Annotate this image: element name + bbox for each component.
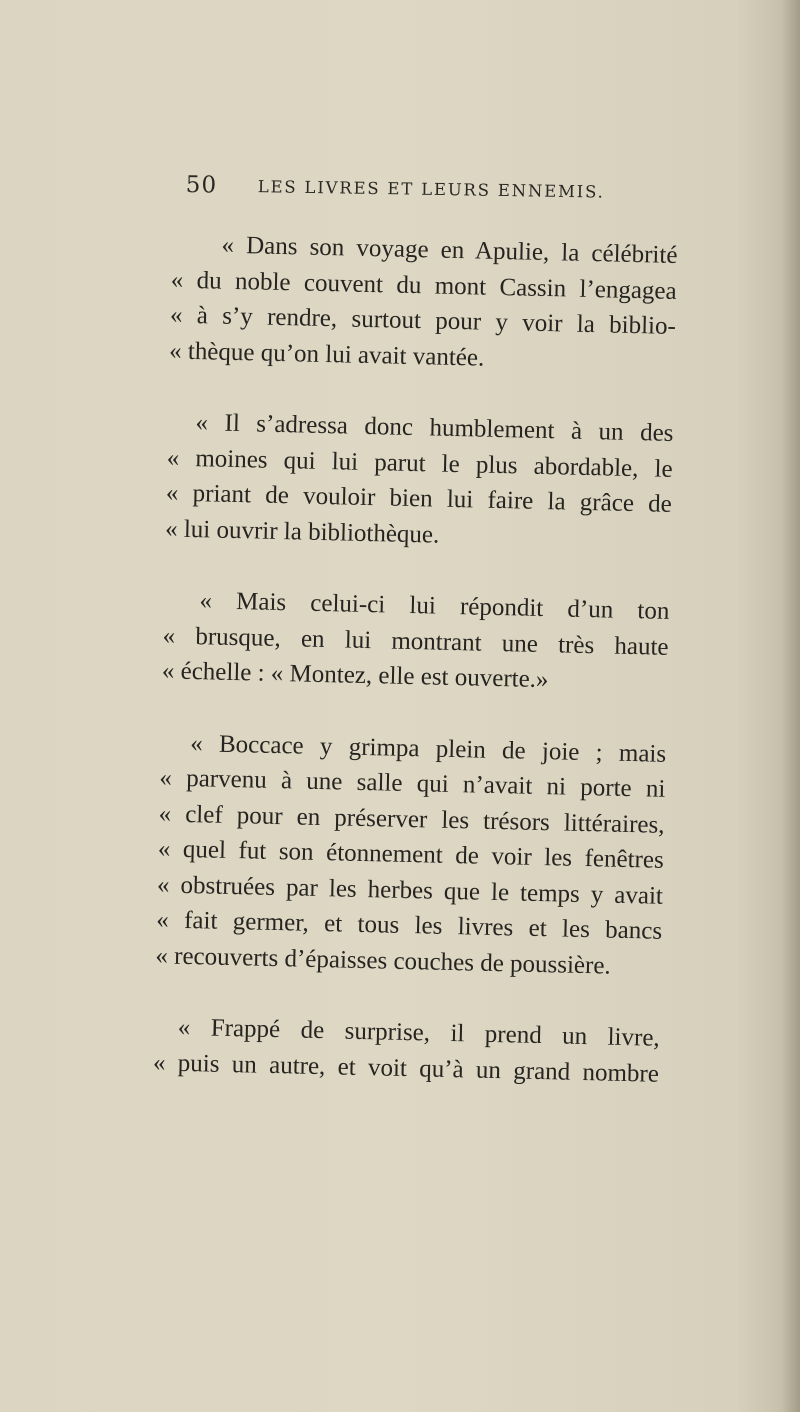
paragraph bbox=[140, 582, 670, 700]
text-line: « Boccace y grimpa plein de joie ; mais bbox=[189, 729, 667, 768]
text-line: « obstruées par les herbes que le temps y avait bbox=[156, 870, 664, 910]
text-line: « Dans son voyage en Apulie, la célébrité bbox=[221, 231, 678, 269]
text-line: « lui ouvrir la bibliothèque. bbox=[164, 514, 440, 549]
page-header bbox=[185, 172, 626, 202]
text-line: « moines qui lui parut le plus abordable, le bbox=[166, 443, 673, 483]
body-text bbox=[130, 226, 678, 1128]
page-edge-shadow bbox=[782, 0, 800, 1412]
page-number: 50 bbox=[185, 172, 218, 199]
text-line: « puis un autre, et voit qu’à un grand nombre bbox=[152, 1048, 660, 1088]
text-line: « fait germer, et tous les livres et les bancs bbox=[155, 906, 663, 945]
text-line: « priant de vouloir bien lui faire la grâce de bbox=[165, 479, 673, 518]
text-line: « à s’y rendre, surtout pour y voir la biblio- bbox=[169, 301, 677, 340]
text-line: « brusque, en lui montrant une très haute bbox=[162, 621, 669, 661]
text-line: « Mais celui-ci lui répondit d’un ton bbox=[199, 587, 670, 625]
text-line: « thèque qu’on lui avait vantée. bbox=[168, 336, 485, 372]
text-line: « Il s’adressa donc humblement à un des bbox=[195, 409, 674, 447]
text-line: « recouverts d’épaisses couches de poussière. bbox=[155, 941, 612, 980]
text-line: « parvenu à une salle qui n’avait ni porte ni bbox=[159, 764, 666, 803]
paragraph bbox=[131, 1009, 660, 1092]
running-title: LES LIVRES ET LEURS ENNEMIS. bbox=[257, 177, 605, 202]
text-line: « Frappé de surprise, il prend un livre, bbox=[177, 1013, 661, 1052]
paragraph bbox=[147, 226, 678, 380]
paragraph bbox=[143, 404, 674, 558]
text-line: « quel fut son étonnement de voir les fenêtres bbox=[157, 835, 665, 874]
text-line: « échelle : « Montez, elle est ouverte.» bbox=[161, 657, 549, 694]
paragraph bbox=[133, 724, 667, 984]
text-line: « du noble couvent du mont Cassin l’engagea bbox=[170, 265, 677, 305]
text-line: « clef pour en préserver les trésors littéraires, bbox=[158, 799, 665, 839]
